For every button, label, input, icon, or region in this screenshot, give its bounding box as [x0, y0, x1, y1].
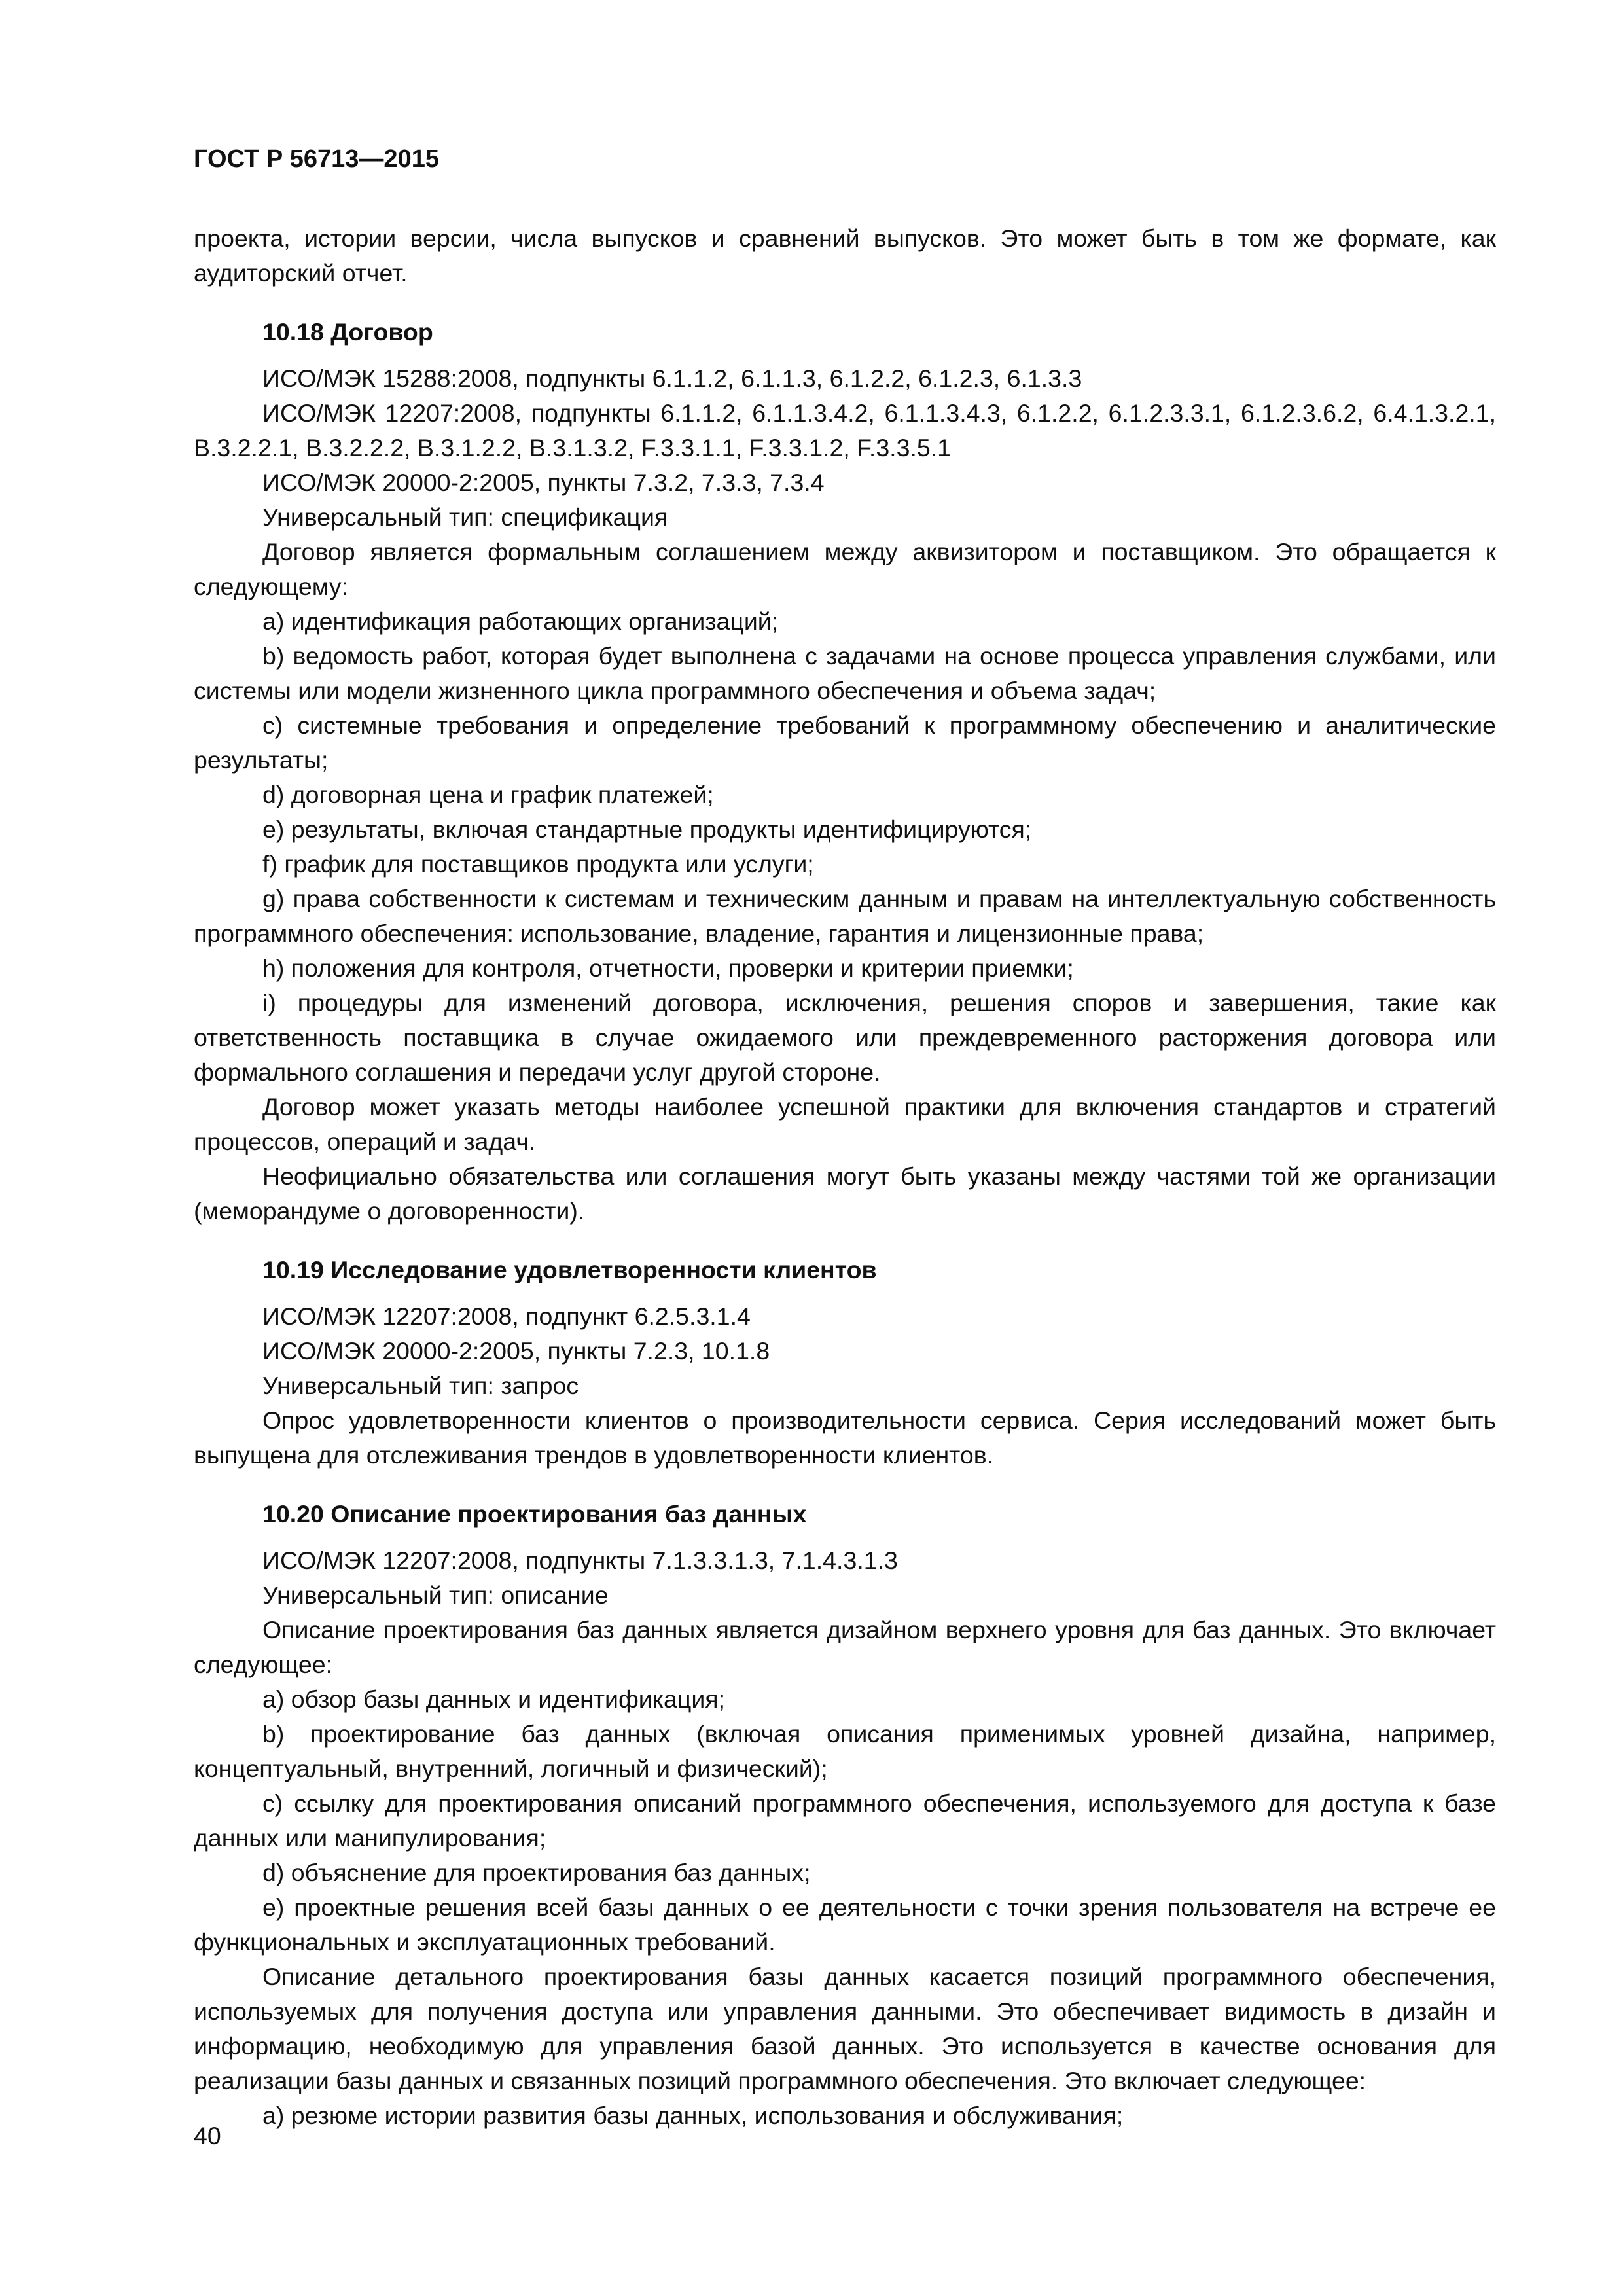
section-heading: 10.19 Исследование удовлетворенности клиентов	[262, 1256, 877, 1283]
reference-line: ИСО/МЭК 12207:2008, подпункты 7.1.3.3.1.3, 7.1.4.3.1.3	[262, 1547, 898, 1574]
list-item: i) процедуры для изменений договора, исключения, решения споров и завершения, такие как ответственность поставщика в случае ожидаемого или преждевременного расторжения договора или формального соглашения и передачи услуг другой стороне.	[194, 989, 1496, 1086]
list-item: c) системные требования и определение требований к программному обеспечению и аналитические результаты;	[194, 711, 1496, 774]
list-item: b) ведомость работ, которая будет выполнена с задачами на основе процесса управления службами, или системы или модели жизненного цикла программного обеспечения и объема задач;	[194, 642, 1496, 704]
section-10-19	[194, 1255, 1496, 1473]
list-item: g) права собственности к системам и техническим данным и правам на интеллектуальную собственность программного обеспечения: использование, владение, гарантия и лицензионные права;	[194, 885, 1496, 947]
body-paragraph: Описание проектирования баз данных является дизайном верхнего уровня для баз данных. Это включает следующее:	[194, 1616, 1496, 1678]
reference-line: ИСО/МЭК 20000-2:2005, пункты 7.2.3, 10.1.8	[262, 1337, 770, 1365]
body-paragraph: Договор является формальным соглашением между аквизитором и поставщиком. Это обращается к следующему:	[194, 538, 1496, 600]
intro-paragraph: проекта, истории версии, числа выпусков и сравнений выпусков. Это может быть в том же формате, как аудиторский отчет.	[194, 224, 1496, 287]
list-item: h) положения для контроля, отчетности, проверки и критерии приемки;	[262, 954, 1074, 982]
type-line: Универсальный тип: запрос	[262, 1372, 579, 1399]
section-heading: 10.20 Описание проектирования баз данных	[262, 1500, 807, 1528]
section-10-18	[194, 317, 1496, 1229]
reference-line: ИСО/МЭК 12207:2008, подпункты 6.1.1.2, 6.1.1.3.4.2, 6.1.1.3.4.3, 6.1.2.2, 6.1.2.3.3.1, 6.1.2.3.6.2, 6.4.1.3.2.1, B.3.2.2.1, B.3.2.2.2, B.3.1.2.2, B.3.1.3.2, F.3.3.1.1, F.3.3.1.2, F.3.3.5.1	[194, 399, 1496, 461]
section-heading: 10.18 Договор	[262, 318, 433, 346]
section-10-20	[194, 1499, 1496, 2133]
document-page	[194, 144, 1496, 2133]
list-item: f) график для поставщиков продукта или услуги;	[262, 850, 814, 878]
body-paragraph: Договор может указать методы наиболее успешной практики для включения стандартов и стратегий процессов, операций и задач.	[194, 1093, 1496, 1155]
type-line: Универсальный тип: описание	[262, 1581, 609, 1609]
list-item: a) идентификация работающих организаций;	[262, 607, 779, 635]
reference-line: ИСО/МЭК 12207:2008, подпункт 6.2.5.3.1.4	[262, 1302, 751, 1330]
page-number: 40	[194, 2122, 221, 2149]
document-header: ГОСТ Р 56713—2015	[194, 145, 439, 173]
intro-block	[194, 221, 1496, 291]
list-item: b) проектирование баз данных (включая описания применимых уровней дизайна, например, концептуальный, внутренний, логичный и физический);	[194, 1720, 1496, 1782]
list-item: d) договорная цена и график платежей;	[262, 781, 714, 808]
list-item: d) объяснение для проектирования баз данных;	[262, 1859, 811, 1886]
list-item: e) проектные решения всей базы данных о ее деятельности с точки зрения пользователя на встрече ее функциональных и эксплуатационных требований.	[194, 1893, 1496, 1956]
list-item: a) обзор базы данных и идентификация;	[262, 1685, 725, 1713]
body-paragraph: Опрос удовлетворенности клиентов о производительности сервиса. Серия исследований может быть выпущена для отслеживания трендов в удовлетворенности клиентов.	[194, 1407, 1496, 1469]
type-line: Универсальный тип: спецификация	[262, 503, 668, 531]
reference-line: ИСО/МЭК 20000-2:2005, пункты 7.3.2, 7.3.3, 7.3.4	[262, 469, 825, 496]
list-item: c) ссылку для проектирования описаний программного обеспечения, используемого для доступа к базе данных или манипулирования;	[194, 1789, 1496, 1852]
reference-line: ИСО/МЭК 15288:2008, подпункты 6.1.1.2, 6.1.1.3, 6.1.2.2, 6.1.2.3, 6.1.3.3	[262, 365, 1082, 392]
body-paragraph: Неофициально обязательства или соглашения могут быть указаны между частями той же организации (меморандуме о договоренности).	[194, 1162, 1496, 1225]
body-paragraph: Описание детального проектирования базы данных касается позиций программного обеспечения, используемых для получения доступа или управления данными. Это обеспечивает видимость в дизайн и информацию, необходимую для управления базой данных. Это используется в качестве основания для реализации базы данных и связанных позиций программного обеспечения. Это включает следующее:	[194, 1963, 1496, 2094]
list-item: a) резюме истории развития базы данных, использования и обслуживания;	[262, 2102, 1124, 2129]
list-item: e) результаты, включая стандартные продукты идентифицируются;	[262, 816, 1032, 843]
